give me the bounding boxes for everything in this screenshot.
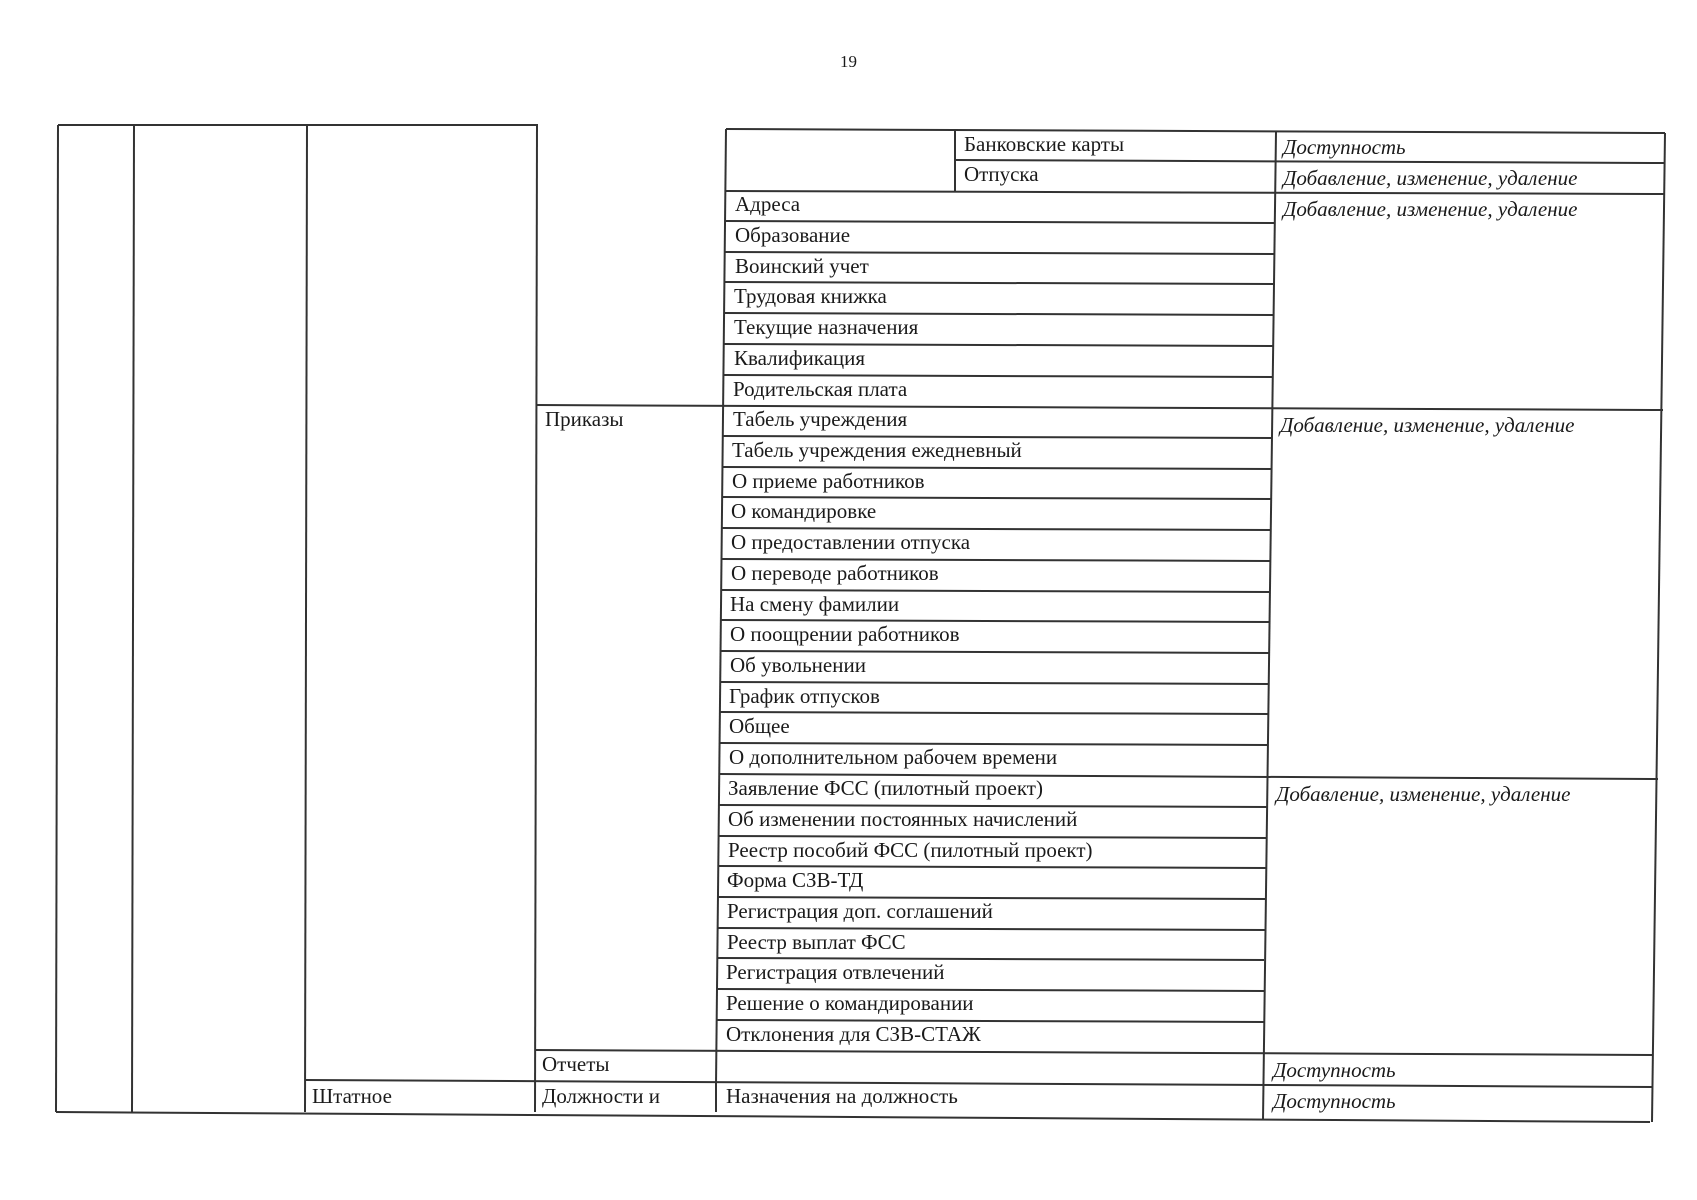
orders-label: Приказы <box>545 407 624 431</box>
subitem-vacations: Отпуска <box>964 162 1039 186</box>
right-vacations: Добавление, изменение, удаление <box>1283 166 1578 190</box>
list-item: Трудовая книжка <box>734 284 887 308</box>
list-item: Регистрация отвлечений <box>726 960 945 984</box>
grid-line <box>132 125 134 1112</box>
list-item: Реестр пособий ФСС (пилотный проект) <box>728 838 1093 862</box>
list-item: Табель учреждения ежедневный <box>732 438 1022 462</box>
right-appointments: Доступность <box>1273 1089 1396 1113</box>
right-orders-2: Добавление, изменение, удаление <box>1276 782 1571 806</box>
list-item: Отклонения для СЗВ-СТАЖ <box>726 1022 981 1046</box>
list-item: Адреса <box>735 192 801 216</box>
list-item: Регистрация доп. соглашений <box>727 899 993 923</box>
list-item: Квалификация <box>734 346 866 370</box>
grid-line <box>1652 133 1665 1122</box>
list-item: О поощрении работников <box>730 622 960 646</box>
list-item: Об увольнении <box>730 653 866 677</box>
reports-label: Отчеты <box>542 1052 610 1076</box>
list-item: Текущие назначения <box>734 315 919 339</box>
right-bank-cards: Доступность <box>1283 135 1406 159</box>
list-item: Воинский учет <box>735 254 869 278</box>
grid-line <box>56 1112 1650 1122</box>
list-item: Табель учреждения <box>733 407 908 431</box>
list-item: Реестр выплат ФСС <box>727 930 906 954</box>
grid-line <box>56 125 58 1112</box>
list-item: На смену фамилии <box>730 592 900 616</box>
list-item: Общее <box>729 714 790 738</box>
list-item: График отпусков <box>729 684 880 708</box>
grid-line <box>535 1050 1652 1055</box>
grid-line <box>305 1080 1652 1087</box>
list-item: Решение о командировании <box>726 991 974 1015</box>
right-reports: Доступность <box>1273 1058 1396 1082</box>
appointments-label: Назначения на должность <box>726 1084 958 1108</box>
subitem-bank-cards: Банковские карты <box>964 132 1125 156</box>
grid-line <box>720 712 1268 714</box>
grid-line <box>1263 132 1276 1120</box>
grid-line <box>716 129 726 1085</box>
list-item: О дополнительном рабочем времени <box>729 745 1058 769</box>
right-orders-1: Добавление, изменение, удаление <box>1280 413 1575 437</box>
list-item: Форма СЗВ-ТД <box>727 868 864 892</box>
list-item: Родительская плата <box>733 377 908 401</box>
grid-line <box>305 125 307 1112</box>
list-item: О приеме работников <box>732 469 925 493</box>
grid-line <box>536 405 1663 410</box>
list-item: О командировке <box>731 499 877 523</box>
right-personal: Добавление, изменение, удаление <box>1283 197 1578 221</box>
list-item: О предоставлении отпуска <box>731 530 971 554</box>
page-number: 19 <box>840 52 857 71</box>
list-item: Заявление ФСС (пилотный проект) <box>728 776 1043 800</box>
staff-label: Штатное <box>312 1084 392 1108</box>
list-item: О переводе работников <box>731 561 939 585</box>
list-item: Образование <box>735 223 851 247</box>
grid-line <box>535 125 537 1112</box>
positions-label: Должности и <box>542 1084 661 1108</box>
grid-line <box>726 129 1665 133</box>
list-item: Об изменении постоянных начислений <box>728 807 1078 831</box>
